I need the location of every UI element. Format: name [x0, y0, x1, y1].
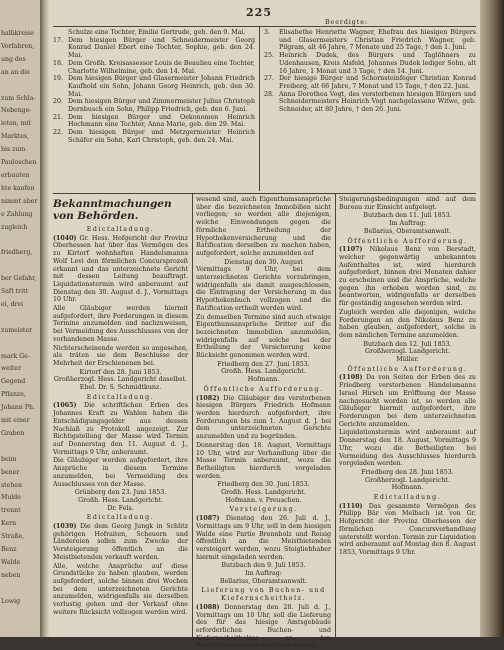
notice-text: Steigerungsbedingungen sind auf dem Bureau zur Einsicht aufgelegt.: [339, 196, 476, 211]
signature-line: Butzbach den 9. Juli 1853.: [221, 562, 306, 570]
notice-paragraph: [53, 402, 188, 456]
notice-paragraph: [53, 523, 188, 562]
signature-line: Großh. Hess. Landgericht.: [78, 496, 163, 504]
signature-line: Grünberg den 23. Juni 1853.: [74, 489, 167, 497]
birth-entry-number: 18.: [53, 59, 64, 67]
rule-top: [53, 26, 476, 27]
left-page-text: Benz: [1, 546, 17, 553]
rule-col-divider-1: [192, 193, 193, 637]
signature-line: Dr. Fels.: [107, 504, 134, 512]
header-right: Beerdigte:: [325, 19, 368, 26]
notice-number: (1087): [196, 515, 220, 523]
notice-paragraph: [339, 309, 476, 340]
notice-number: (1088): [196, 603, 220, 611]
left-page-text: bis zum: [1, 146, 26, 154]
notice-text: Alle, welche Ansprüche auf diese Grundstücke zu haben glauben, werden aufgefordert, solche binnen drei Wochen bei dem unterzeichneten Gerichte anzumelden, widrigenfalls sie derselben verlustig gehen und der Verkauf ohne weitere Rücksicht vollzogen werden wird.: [53, 562, 188, 616]
notice-paragraph: [53, 305, 188, 344]
notice-text: Dienstag den 26. Juli d. J., Vormittags um 9 Uhr, soll in dem hiesigen Walde eine Partie Brennholz und Reisig öffentlich an die Meistbietenden versteigert werden, wozu Steigliebhaber hiermit eingeladen werden.: [196, 515, 331, 561]
left-page-text: mit einer: [1, 417, 30, 424]
birth-entry: [53, 29, 255, 37]
notice-text: Das gesammte Vermögen des Philipp Bär von Melbach ist von Gr. Hofgericht der Provinz Oberhessen der förmlichen Concursverhandlung unterstellt worden. Termin zur Liquidation wird anberaumt auf Montag den 8. August 1853, Vormittags 9 Uhr.: [339, 502, 476, 556]
rule-top-divider: [259, 26, 260, 191]
notices-column-1: [53, 196, 188, 637]
notice-paragraph: [339, 503, 476, 557]
left-page-text: zum Schla-: [1, 94, 36, 102]
signature-line: Im Auftrag:: [389, 220, 426, 228]
notice-paragraph: [339, 374, 476, 428]
births-list: [53, 29, 255, 191]
left-page-text: nimmt aber: [1, 197, 38, 205]
birth-entry: [53, 37, 255, 60]
birth-entry-text: Schulze eine Tochter, Emilie Gertrude, geb. den 9. Mai.: [68, 29, 246, 36]
signature-line: Friedberg den 28. Juni 1853.: [361, 468, 454, 476]
birth-entry-number: 21.: [53, 113, 64, 121]
notice-text: Zugleich werden alle diejenigen, welche Forderungen an den Nikolaus Benz zu haben glauben, aufgefordert, solche in dem nämlichen Termine anzumelden.: [339, 308, 476, 339]
notice-text: Donnerstag den 28. Juli d. J., Vormittags um 10 Uhr, soll die Lieferung des für das hiesige Amtsgebäude erforderlichen Buchen- und Kiefernscheitholzes an den Wenigstnehmenden vergeben werden.: [196, 603, 331, 650]
section-heading: Lieferung von Buchen- und Kiefernscheitholz.: [201, 587, 326, 603]
burial-entry-text: Anna Dorothea Vogt, des verstorbenen hiesigen Bürgers und Schneidermeisters Heinrich Vogt nachgelassene Witwe, geb. Schneider, alt 80 Jahre, † den 26. Juni.: [279, 90, 476, 114]
notice-paragraph: [339, 246, 476, 308]
left-page-text: ung des: [1, 55, 26, 63]
notice-text: Alle Gläubiger werden hiermit aufgefordert, ihre Forderungen in diesem Termine anzumelden und nachzuweisen, bei Vermeidung des Ausschlusses von der vorhandenen Masse.: [53, 305, 188, 343]
section-heading: Edictalladung.: [373, 494, 442, 502]
section-heading: Öffentliche Aufforderung.: [347, 365, 468, 373]
notice-paragraph: [339, 429, 476, 468]
notice-paragraph: [339, 196, 476, 211]
notices-column-3: [339, 196, 476, 637]
birth-entry-number: 22.: [53, 129, 64, 137]
burial-entry-number: 27.: [264, 75, 275, 83]
notice-paragraph: [196, 196, 331, 258]
rule-middle: [53, 193, 476, 194]
left-page-text: Gegend: [1, 378, 26, 386]
notice-number: (1110): [339, 502, 363, 510]
left-page-text: Marktes,: [1, 133, 30, 141]
section-heading: Öffentliche Aufforderung.: [203, 385, 324, 393]
left-page-text: Johann Ph.: [1, 404, 35, 412]
left-page-text: ei, drei: [1, 300, 24, 308]
signature-line: Großherzogl. Landgericht.: [365, 476, 450, 484]
notice-number: (1082): [196, 394, 220, 402]
notice-text: Zu demselben Termine sind auch etwaige Eigenthumsansprüche Dritter auf die bezeichneten Immobilien anzumelden, widrigenfalls auf solche bei der Ertheilung der Versicherung keine Rücksicht genommen werden wird.: [196, 313, 331, 360]
notice-paragraph: [196, 442, 331, 481]
left-page-text: halbkreise: [1, 30, 34, 37]
signature-line: Ebel. Dr. S. Schmidtkunz.: [79, 384, 162, 392]
left-page-text: ieten, mit: [1, 120, 32, 128]
left-page-text: friedberg,: [1, 249, 33, 257]
signature-line: Dienstag den 30. August: [224, 258, 303, 266]
signature-line: Großh. Hess. Landgericht.: [221, 368, 306, 376]
birth-entry-text: Dem Großh. Kreisassessor Louis de Beaulieu eine Tochter, Charlotte Wilhelmine, geb. den 14. Mai.: [68, 59, 255, 75]
notice-paragraph: [196, 515, 331, 561]
section-heading: Öffentliche Aufforderung.: [347, 237, 468, 245]
birth-entry-number: 20.: [53, 98, 64, 106]
left-page-text: Straße,: [1, 533, 25, 541]
signature-line: Friedberg den 30. Juni 1853.: [217, 481, 310, 489]
book-edge: [480, 0, 504, 637]
signature-line: Hofmann. v. Preuschen.: [225, 496, 302, 504]
notice-text: Die Gläubiger des verstorbenen hiesigen Bürgers Friedrich Hofmann werden hierdurch aufgefordert, ihre Forderungen bis zum 1. August d. J. bei dem unterzeichneten Gerichte anzumelden und zu begründen.: [196, 394, 331, 441]
rule-col-divider-2: [335, 193, 336, 637]
signature-line: Hofmann.: [247, 376, 280, 384]
birth-entry-text: Dem hiesigen Bürger und Oekonomen Heinrich Hochmann eine Tochter, Anna Marie, geb. den 29. Mai.: [68, 113, 255, 129]
notice-paragraph: [53, 235, 188, 304]
birth-entry: [53, 98, 255, 113]
birth-entry-text: Dem hiesigen Bürger und Glasermeister Johann Friedrich Kaufhold ein Sohn, Johann Georg Heinrich, geb. den 30. Mai.: [68, 75, 255, 98]
notice-paragraph: [53, 563, 188, 617]
signature-line: Müller.: [396, 356, 419, 364]
burial-entry: [264, 91, 476, 114]
left-page-text: hte kaufen: [1, 184, 35, 192]
section-heading: Versteigerung.: [229, 506, 298, 514]
birth-entry: [53, 114, 255, 129]
left-page-text: zumeister: [1, 326, 33, 334]
left-page-text: Pflanze,: [1, 391, 26, 399]
signature-line: Bellarius, Oberamtsanwalt.: [219, 577, 308, 585]
left-page-text: Lowig: [1, 597, 21, 605]
burial-entry: [264, 29, 476, 52]
signature-line: Großh. Hess. Landgericht.: [221, 489, 306, 497]
burial-entry-number: 3.: [264, 29, 271, 36]
signature-line: Großherzogl. Hess. Landgericht daselbst.: [53, 376, 188, 384]
notice-paragraph: [53, 457, 188, 488]
notice-number: (1065): [53, 402, 77, 410]
signature-line: Friedberg den 27. Juni 1853.: [217, 360, 310, 368]
notices-column-2: [196, 196, 331, 650]
burial-entry: [264, 52, 476, 75]
birth-entry-text: Dem hiesigen Bürger und Zimmermeister Julius Christoph Dornbusch ein Sohn, Philipp Friedrich, geb. den 6. Juni.: [68, 98, 255, 114]
birth-entry: [53, 75, 255, 98]
birth-entry-number: [53, 29, 68, 37]
signature-line: Im Auftrag:: [245, 570, 282, 578]
right-page: [49, 0, 480, 650]
signature-line: Großherzogl. Landgericht.: [365, 348, 450, 356]
notice-text: Liquidationstermin wird anberaumt auf Donnerstag den 18. August, Vormittags 9 Uhr, wozu die Betheiligten bei Vermeidung des Ausschlusses hierdurch vorgeladen werden.: [339, 429, 476, 468]
burial-entry-text: Der hiesige Bürger und Schornsteinfeger Christian Konrad Freiberg, alt 66 Jahre, 7 Monat und 15 Tage, † den 22. Juni.: [279, 75, 476, 90]
left-page-text: Saft tritt: [1, 288, 29, 295]
signature-line: Bellarius, Oberamtsanwalt.: [363, 227, 452, 235]
section-heading: Edictalladung.: [86, 393, 155, 401]
signature-line: Butzbach den 12. Juli 1853.: [363, 340, 452, 348]
left-page-text: trennt: [1, 507, 21, 515]
burial-entry: [264, 75, 476, 90]
left-page-text: Graben: [1, 429, 25, 437]
left-page-fragment: [0, 0, 41, 637]
signature-line: Butzbach den 11. Juli 1853.: [363, 212, 452, 220]
left-page-text: e Zahlung: [1, 210, 33, 218]
left-page-text: weiter: [1, 365, 22, 373]
left-page-text: erbauten: [1, 171, 30, 179]
notice-number: (1040): [53, 234, 77, 242]
burial-entry-number: 28.: [264, 90, 275, 98]
notice-text: Donnerstag den 18. August, Vormittags 10 Uhr, wird zur Verhandlung über die Masse Termin anberaumt, wozu die Betheiligten hierdurch vorgeladen werden.: [196, 441, 331, 480]
notice-paragraph: [196, 266, 331, 312]
notice-text: Vormittags 9 Uhr, bei dem unterzeichneten Gerichte vorzubringen, widrigenfalls sie damit ausgeschlossen, die Eintragung der Versicherung in das Hypothekenbuch vollzogen und die Ratification ertheilt werden wird.: [196, 266, 331, 312]
birth-entry-text: Dem hiesigen Bürger und Metzgermeister Heinrich Schäfer ein Sohn, Karl Christoph, geb. den 24. Mai.: [68, 129, 255, 144]
left-page-text: bener: [1, 468, 20, 476]
left-page-text: beim: [1, 455, 17, 463]
notice-text: Die schriftlichen Erben des Johannes Kraft zu Wahlen haben die Entschädigungsgelder aus dessen Nachlaß zu Protokoll angezeigt. Zur Richtigstellung der Masse wird Termin auf Donnerstag den 11. August d. J., Vormittags 9 Uhr, anberaumt.: [53, 402, 188, 456]
notice-number: (1108): [339, 374, 363, 382]
burials-list: [264, 29, 476, 191]
burial-entry-text: Elisabethe Henriette Wagner, Ehefrau des hiesigen Bürgers und Glasermeisters Christian Friedrich Wagner, geb. Pilgram, alt 46 Jahre, 7 Monate und 25 Tage, † den 1. Juni.: [279, 29, 476, 52]
left-page-text: mark Ge-: [1, 352, 30, 360]
signature-line: Hofmann.: [391, 484, 424, 492]
left-page-text: Verfahren,: [1, 42, 35, 50]
notice-text: Da von Seiten der Erben des zu Friedberg verstorbenen Handelsmanns Israel Hirsch um Eröffnung der Masse nachgesucht worden ist, so werden alle Gläubiger hiermit aufgefordert, ihre Forderungen bei dem unterzeichneten Gerichte anzumelden.: [339, 374, 476, 428]
notice-paragraph: [196, 314, 331, 360]
notice-text: Die Gläubiger werden aufgefordert, ihre Ansprüche in diesem Termine anzumelden, bei Vermeidung des Ausschlusses von der Masse.: [53, 457, 188, 488]
birth-entry: [53, 129, 255, 144]
left-page-text: zugleich: [1, 223, 28, 231]
notice-paragraph: [196, 604, 331, 650]
notice-number: (1107): [339, 246, 363, 254]
notice-paragraph: [53, 345, 188, 368]
burial-entry-text: Heinrich Dudek, des Bürgers und Taglöhners zu Udenhausen, Kreis Alsfeld, Johannes Dudek lediger Sohn, alt 16 Jahre, 1 Monat und 3 Tage, † den 14. Juni.: [279, 52, 476, 75]
section-heading: Edictalladung.: [86, 514, 155, 522]
notice-number: (1039): [53, 523, 77, 531]
left-page-text: Pauloschen: [1, 159, 37, 166]
notice-text: Nikolaus Benz von Berstadt, welcher gegenwärtig unbekannten Aufenthaltes ist, wird hierdurch aufgefordert, binnen drei Monaten dahier zu erscheinen und die Ansprüche, welche gegen ihn erhoben worden sind, zu beantworten, widrigenfalls er derselben für geständig angesehen werden wird.: [339, 246, 476, 308]
book-gutter: [40, 0, 49, 637]
section-heading: Edictalladung.: [86, 226, 155, 233]
left-page-text: neben: [1, 571, 21, 579]
left-page-text: Kern: [1, 520, 17, 528]
birth-entry: [53, 60, 255, 75]
notice-text: Die dem Georg Jungk in Schlitz gehörigen Hofraiten, Scheuern und Ländereien sollen zum Zwecke der Versteigerung öffentlich an die Meistbietenden verkauft werden.: [53, 523, 188, 561]
left-page-text: Mulde: [1, 494, 21, 502]
left-page-text: Nebenge-: [1, 107, 32, 115]
notice-text: Nichterscheinende werden so angesehen, als träten sie dem Beschlusse der Mehrheit der Erschienenen bei.: [53, 344, 188, 367]
birth-entry-number: 19.: [53, 75, 64, 83]
notice-text: Gr. Hess. Hofgericht der Provinz Oberhessen hat über das Vermögen des zu Kirtorf wohnhaften Handelsmanns Wolf Levi den förmlichen Concursprozeß erkannt und das unterzeichnete Gericht mit dessen Leitung beauftragt. Liquidationstermin wird anberaumt auf Dienstag den 30. August d. J., Vormittags 10 Uhr.: [53, 234, 188, 304]
notice-text: wesend sind, auch Eigenthumsansprüche über die bezeichneten Immobilien nicht vorliegen; so werden alle diejenigen, welche Einwendungen gegen die förmliche Ertheilung der Hypothekenversicherung und die Ratification derselben zu machen haben, aufgefordert, solche anzumelden auf: [196, 196, 331, 257]
signature-line: Kirtorf den 28. Juni 1853.: [79, 368, 162, 376]
page-number: 225: [246, 6, 272, 19]
notice-paragraph: [196, 395, 331, 441]
left-page-text: stehen: [1, 481, 22, 489]
left-page-text: ber Gefahr,: [1, 275, 37, 283]
birth-entry-text: Dem hiesigen Bürger und Schneidermeister Georg Konrad Daniel Ebert eine Tochter, Sophie, geb. den 24. Mai.: [68, 36, 255, 60]
left-page-text: an an die: [1, 68, 30, 76]
birth-entry-number: 17.: [53, 36, 64, 44]
notices-title: Bekanntmachungen von Behörden.: [53, 198, 172, 222]
left-page-text: Walde: [1, 558, 21, 566]
burial-entry-number: 25.: [264, 52, 275, 60]
